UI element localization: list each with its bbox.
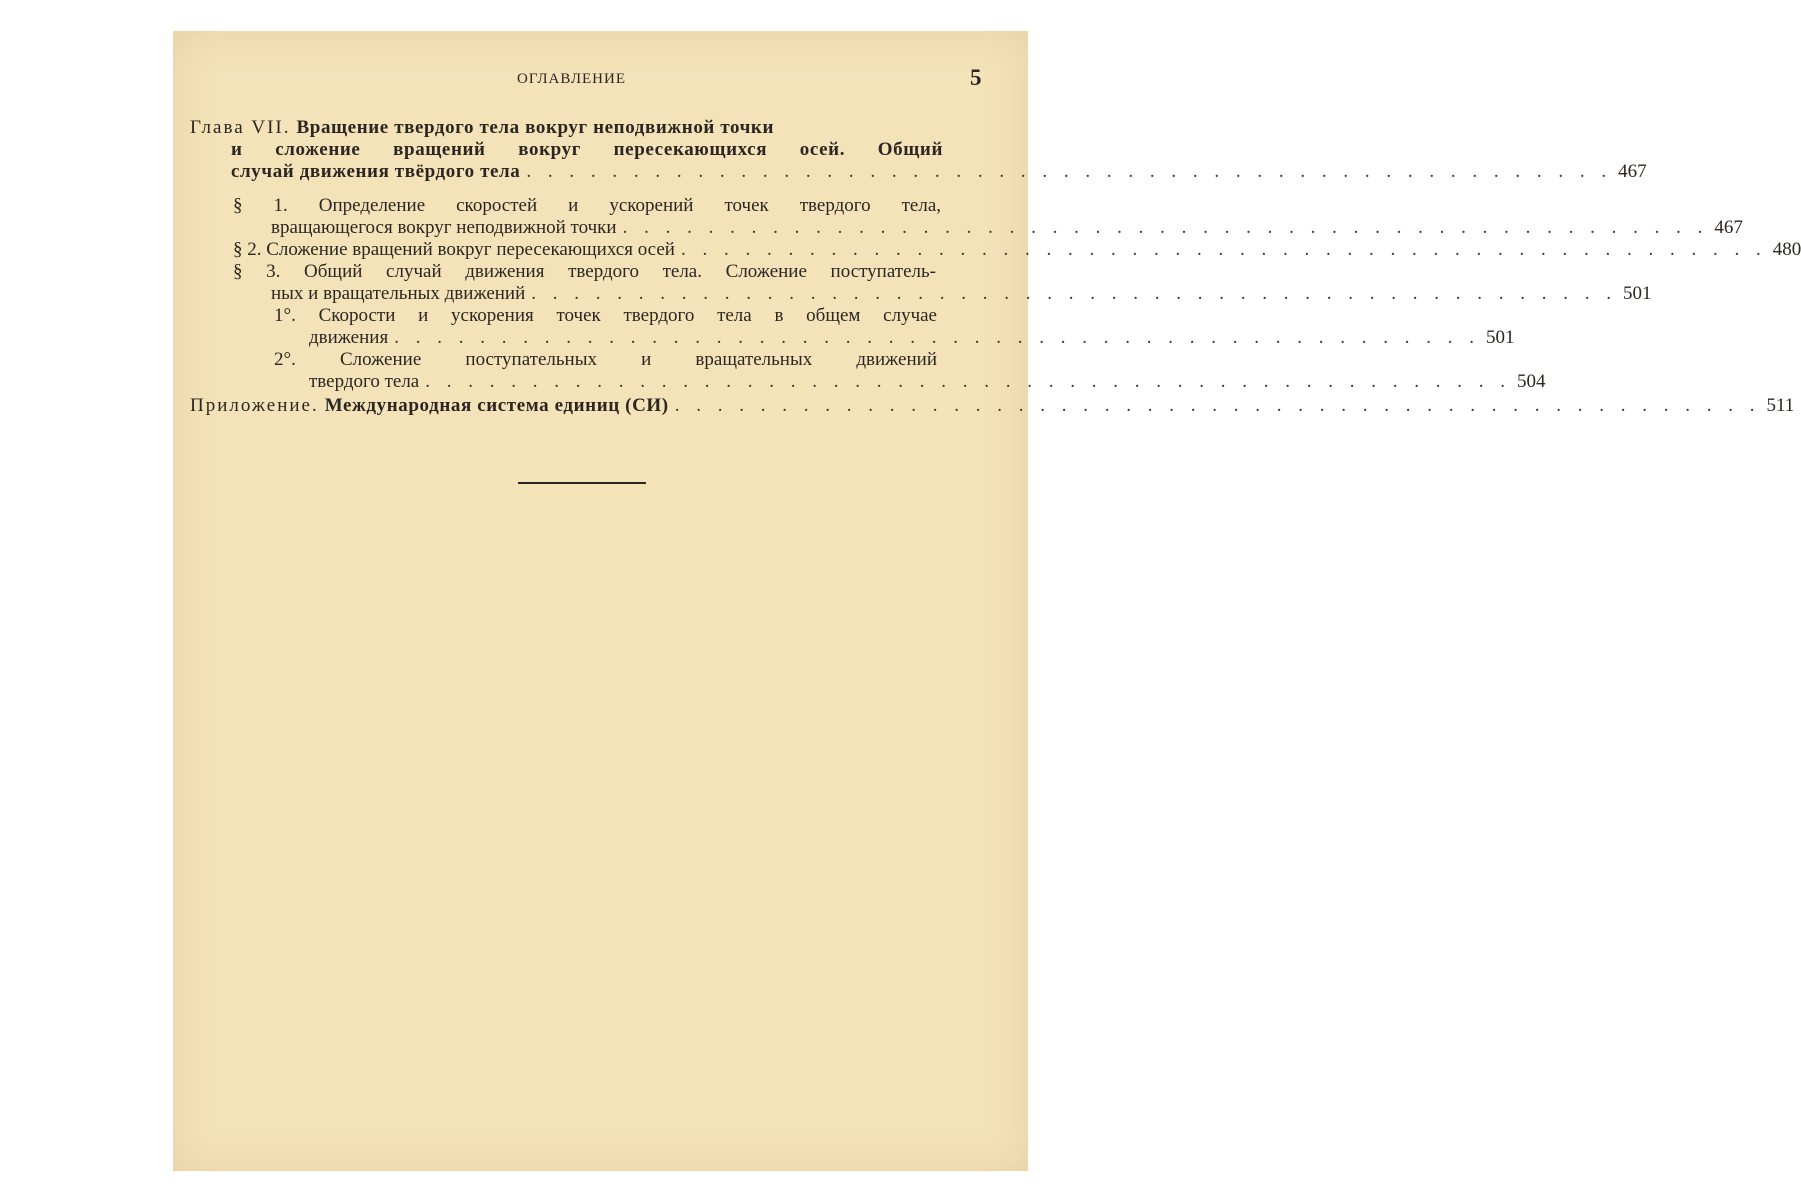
leader-dots: . . . . . . . . . . . . . . . . . . . . . . . . . . . . . . . . . . . . . . . . . . . . . . . . . . . [531,283,1618,304]
chapter-label: Глава VII. [190,117,291,138]
section-3-title-line-1: § 3. Общий случай движения твердого тела. Сложение поступатель- [233,261,936,282]
toc-section-1-line-1 [233,195,941,217]
leader-dots: . . . . . . . . . . . . . . . . . . . . . . . . . . . . . . . . . . . . . . . . . . . . . . . . . . . [622,217,1709,238]
toc-chapter-line-2 [231,139,943,161]
section-1-page: 467 [1714,217,1743,238]
chapter-title-line-3: случай движения твёрдого тела [231,161,521,182]
chapter-title-line-1: Вращение твердого тела вокруг неподвижной точки [296,117,775,138]
end-divider [518,482,646,484]
section-2-page: 480 [1772,239,1801,260]
leader-dots: . . . . . . . . . . . . . . . . . . . . . . . . . . . . . . . . . . . . . . . . . . . . . . . . . . . [394,327,1480,348]
toc-section-3-line-1 [233,261,936,283]
toc-appendix [190,395,1795,417]
toc-subsection-1-line-2 [309,327,1515,349]
subsection-1-title-line-1: 1°. Скорости и ускорения точек твердого тела в общем случае [274,305,937,326]
running-head [173,65,1028,95]
running-head-title: ОГЛАВЛЕНИЕ [517,71,626,87]
toc-section-3-line-2 [271,283,1652,305]
leader-dots: . . . . . . . . . . . . . . . . . . . . . . . . . . . . . . . . . . . . . . . . . . . . . . . . . . . [680,239,1767,260]
book-page [173,31,1801,1171]
section-3-page: 501 [1623,283,1652,304]
subsection-2-page: 504 [1516,371,1546,392]
section-2-title: § 2. Сложение вращений вокруг пересекающихся осей [233,239,675,260]
appendix-label: Приложение. [190,395,319,416]
chapter-title-line-2: и сложение вращений вокруг пересекающихся осей. Общий [231,139,943,160]
leader-dots: . . . . . . . . . . . . . . . . . . . . . . . . . . . . . . . . . . . . . . . . . . . . . . . . . . . [526,161,1613,182]
page-number: 5 [970,65,982,90]
section-1-title-line-2: вращающегося вокруг неподвижной точки [271,217,617,238]
leader-dots: . . . . . . . . . . . . . . . . . . . . . . . . . . . . . . . . . . . . . . . . . . . . . . . . . . . [674,395,1761,416]
toc-section-1-line-2 [271,217,1743,239]
appendix-title: Международная система единиц (СИ) [324,395,669,416]
section-1-title-line-1: § 1. Определение скоростей и ускорений точек твердого тела, [233,195,941,216]
subsection-2-title-line-2: твердого тела [309,371,420,392]
toc-chapter-line-1 [190,117,957,139]
subsection-1-page: 501 [1485,327,1515,348]
toc-section-2 [233,239,1801,261]
subsection-2-title-line-1: 2°. Сложение поступательных и вращательных движений [274,349,937,370]
appendix-page: 511 [1766,395,1795,416]
subsection-1-title-line-2: движения [309,327,389,348]
chapter-page: 467 [1618,161,1647,182]
toc-subsection-1-line-1 [274,305,937,327]
toc-chapter-line-3 [231,161,1647,183]
section-3-title-line-2: ных и вращательных движений [271,283,526,304]
toc-subsection-2-line-2 [309,371,1546,393]
leader-dots: . . . . . . . . . . . . . . . . . . . . . . . . . . . . . . . . . . . . . . . . . . . . . . . . . . . [425,371,1511,392]
toc-subsection-2-line-1 [274,349,937,371]
